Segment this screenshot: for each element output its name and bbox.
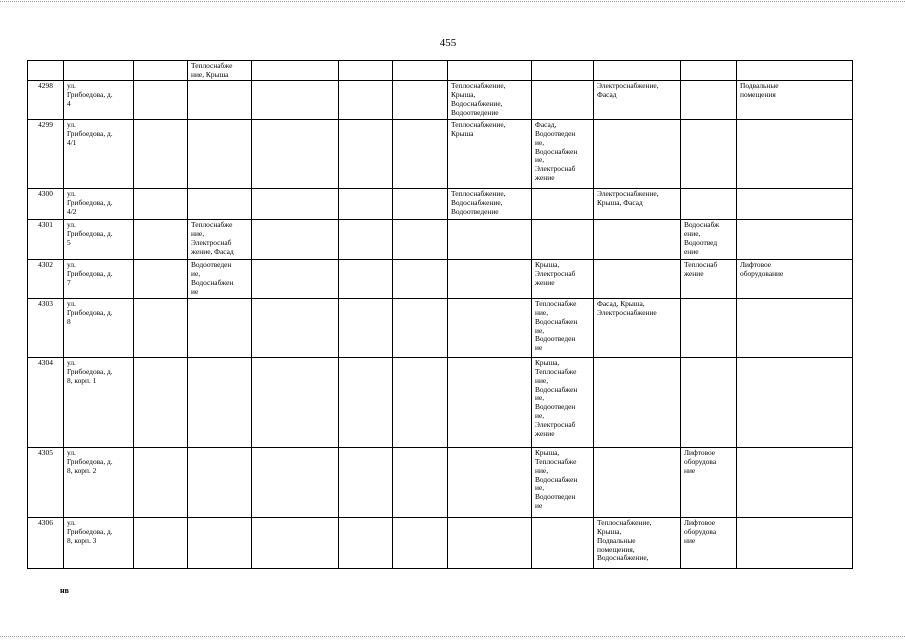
work-cell: [393, 80, 448, 119]
row-number-cell: 4300: [28, 188, 64, 219]
work-cell: [252, 517, 339, 568]
table-row: [28, 80, 853, 119]
work-cell: [393, 447, 448, 517]
work-cell: [252, 61, 339, 81]
work-cell: [188, 188, 252, 219]
work-cell: [339, 357, 393, 447]
work-cell: [737, 517, 853, 568]
work-cell: [252, 357, 339, 447]
work-cell: [252, 119, 339, 188]
work-cell: [134, 80, 188, 119]
work-cell: [393, 61, 448, 81]
work-cell: [134, 61, 188, 81]
work-cell: Теплоснабже ние, Водоснабжен ие, Водоотведен ие: [532, 298, 594, 357]
address-cell: ул. Грибоедова, д. 4: [64, 80, 134, 119]
work-cell: Теплоснабжение, Крыша, Подвальные помещения, Водоснабжение,: [594, 517, 681, 568]
work-cell: [188, 119, 252, 188]
address-cell: ул. Грибоедова, д. 8: [64, 298, 134, 357]
work-cell: [134, 119, 188, 188]
scan-edge-top: [0, 1, 905, 2]
table-row: [28, 357, 853, 447]
work-cell: [737, 447, 853, 517]
row-number-cell: 4301: [28, 219, 64, 259]
work-cell: Фасад, Крыша, Электроснабжение: [594, 298, 681, 357]
table-row: [28, 188, 853, 219]
work-cell: [393, 188, 448, 219]
work-cell: [737, 298, 853, 357]
address-cell: [64, 61, 134, 81]
work-cell: [339, 517, 393, 568]
work-cell: Лифтовое оборудова ние: [681, 447, 737, 517]
work-cell: [393, 517, 448, 568]
work-cell: [188, 517, 252, 568]
work-cell: Теплоснабжение, Крыша, Водоснабжение, Водоотведение: [448, 80, 532, 119]
work-cell: [339, 188, 393, 219]
work-cell: [134, 447, 188, 517]
work-cell: [252, 447, 339, 517]
work-cell: Крыша, Теплоснабже ние, Водоснабжен ие, Водоотведен ие, Электроснаб жение: [532, 357, 594, 447]
work-cell: [188, 357, 252, 447]
work-cell: Теплоснабжение, Водоснабжение, Водоотведение: [448, 188, 532, 219]
work-cell: Лифтовое оборудова ние: [681, 517, 737, 568]
page-number: 455: [439, 37, 457, 49]
work-cell: [532, 61, 594, 81]
work-cell: [737, 219, 853, 259]
row-number-cell: 4303: [28, 298, 64, 357]
work-cell: [339, 219, 393, 259]
work-cell: [339, 119, 393, 188]
work-cell: [393, 119, 448, 188]
work-cell: [594, 259, 681, 298]
row-number-cell: 4298: [28, 80, 64, 119]
work-cell: [188, 298, 252, 357]
work-cell: [134, 517, 188, 568]
work-cell: [681, 80, 737, 119]
work-cell: [448, 259, 532, 298]
work-cell: [188, 80, 252, 119]
work-cell: [252, 298, 339, 357]
row-number-cell: [28, 61, 64, 81]
work-cell: [134, 219, 188, 259]
work-cell: [448, 517, 532, 568]
work-cell: [737, 119, 853, 188]
work-cell: [448, 61, 532, 81]
row-number-cell: 4306: [28, 517, 64, 568]
work-cell: [594, 219, 681, 259]
address-cell: ул. Грибоедова, д. 8, корп. 2: [64, 447, 134, 517]
table-row: [28, 447, 853, 517]
address-cell: ул. Грибоедова, д. 8, корп. 1: [64, 357, 134, 447]
work-cell: Теплоснабжение, Крыша: [448, 119, 532, 188]
address-cell: ул. Грибоедова, д. 7: [64, 259, 134, 298]
work-cell: Электроснабжение, Крыша, Фасад: [594, 188, 681, 219]
work-cell: [393, 259, 448, 298]
work-cell: [252, 188, 339, 219]
work-cell: [532, 517, 594, 568]
work-cell: [252, 219, 339, 259]
table-row: [28, 119, 853, 188]
work-cell: [448, 447, 532, 517]
work-cell: Теплоснабже ние, Электроснаб жение, Фасад: [188, 219, 252, 259]
table-row: [28, 219, 853, 259]
work-cell: [188, 447, 252, 517]
work-cell: Водоснабж ение, Водоотвед ение: [681, 219, 737, 259]
work-cell: [532, 188, 594, 219]
work-cell: [134, 298, 188, 357]
row-number-cell: 4299: [28, 119, 64, 188]
work-cell: [339, 259, 393, 298]
work-cell: Теплоснаб жение: [681, 259, 737, 298]
address-cell: ул. Грибоедова, д. 8, корп. 3: [64, 517, 134, 568]
row-number-cell: 4304: [28, 357, 64, 447]
work-cell: [393, 298, 448, 357]
work-cell: [681, 119, 737, 188]
work-cell: Лифтовое оборудование: [737, 259, 853, 298]
table-row: [28, 298, 853, 357]
work-cell: [594, 357, 681, 447]
work-cell: [393, 357, 448, 447]
address-cell: ул. Грибоедова, д. 4/1: [64, 119, 134, 188]
work-cell: [594, 119, 681, 188]
work-cell: [594, 447, 681, 517]
work-cell: [448, 298, 532, 357]
work-cell: [134, 357, 188, 447]
work-cell: [681, 298, 737, 357]
row-number-cell: 4302: [28, 259, 64, 298]
work-cell: Фасад, Водоотведен ие, Водоснабжен ие, Электроснаб жение: [532, 119, 594, 188]
address-cell: ул. Грибоедова, д. 4/2: [64, 188, 134, 219]
work-cell: [339, 61, 393, 81]
work-cell: [448, 357, 532, 447]
work-cell: Теплоснабже ние, Крыша: [188, 61, 252, 81]
work-cell: [594, 61, 681, 81]
work-cell: Электроснабжение, Фасад: [594, 80, 681, 119]
work-cell: [737, 357, 853, 447]
address-cell: ул. Грибоедова, д. 5: [64, 219, 134, 259]
work-cell: [134, 259, 188, 298]
work-cell: [737, 61, 853, 81]
work-cell: [532, 80, 594, 119]
work-cell: [252, 259, 339, 298]
work-cell: [339, 298, 393, 357]
work-cell: [393, 219, 448, 259]
work-cell: [737, 188, 853, 219]
work-cell: [681, 61, 737, 81]
work-cell: [532, 219, 594, 259]
work-cell: Крыша, Электроснаб жение: [532, 259, 594, 298]
work-cell: [252, 80, 339, 119]
work-cell: [339, 80, 393, 119]
work-cell: [681, 357, 737, 447]
work-cell: Крыша, Теплоснабже ние, Водоснабжен ие, Водоотведен ие: [532, 447, 594, 517]
table-row: [28, 61, 853, 81]
work-cell: [134, 188, 188, 219]
table-row: [28, 517, 853, 568]
work-cell: [681, 188, 737, 219]
work-cell: Подвальные помещения: [737, 80, 853, 119]
work-cell: [448, 219, 532, 259]
table-row: [28, 259, 853, 298]
work-cell: Водоотведен ие, Водоснабжен ие: [188, 259, 252, 298]
footer-mark: нв: [60, 586, 69, 595]
work-cell: [339, 447, 393, 517]
scan-edge-bottom: [0, 636, 905, 637]
repair-schedule-table: [27, 60, 853, 569]
row-number-cell: 4305: [28, 447, 64, 517]
